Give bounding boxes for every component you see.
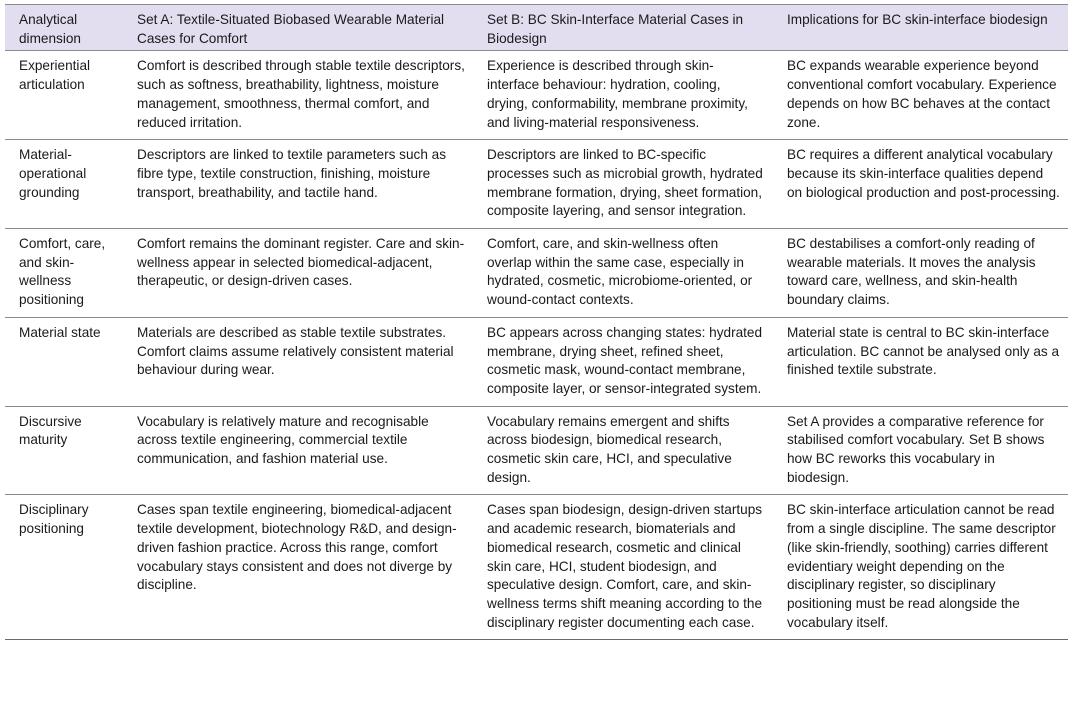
table-row [5,317,1068,406]
header-analytical-dimension: Analytical dimension [5,5,123,51]
set-a-cell: Materials are described as stable textile substrates. Comfort claims assume relatively consistent material behaviour during wear. [123,317,473,406]
header-row [5,5,1068,51]
set-a-cell: Comfort is described through stable textile descriptors, such as softness, breathability, lightness, moisture management, smoothness, thermal comfort, and reduced irritation. [123,51,473,140]
table-row [5,229,1068,318]
comparison-table-container [5,4,1068,640]
set-a-cell: Vocabulary is relatively mature and recognisable across textile engineering, commercial textile communication, and fashion material use. [123,406,473,495]
header-set-a: Set A: Textile-Situated Biobased Wearable Material Cases for Comfort [123,5,473,51]
set-a-cell: Cases span textile engineering, biomedical-adjacent textile development, biotechnology R&D, and design-driven fashion practice. Across this range, comfort vocabulary stays consistent and does not diverge by discipline. [123,495,473,640]
set-a-cell: Descriptors are linked to textile parameters such as fibre type, textile construction, finishing, moisture transport, breathability, and tactile hand. [123,140,473,229]
row-dimension-cell: Experiential articulation [5,51,123,140]
row-dimension-cell: Material state [5,317,123,406]
table-header [5,5,1068,51]
set-b-cell: BC appears across changing states: hydrated membrane, drying sheet, refined sheet, cosmetic mask, wound-contact membrane, composite layer, or sensor-integrated system. [473,317,773,406]
set-a-cell: Comfort remains the dominant register. Care and skin-wellness appear in selected biomedical-adjacent, therapeutic, or design-driven cases. [123,229,473,318]
header-set-b: Set B: BC Skin-Interface Material Cases in Biodesign [473,5,773,51]
table-row [5,495,1068,640]
row-dimension-cell: Discursive maturity [5,406,123,495]
comparison-table [5,4,1068,640]
table-body [5,51,1068,640]
table-row [5,140,1068,229]
set-b-cell: Experience is described through skin-interface behaviour: hydration, cooling, drying, conformability, membrane proximity, and living-material responsiveness. [473,51,773,140]
row-dimension-cell: Comfort, care, and skin-wellness positioning [5,229,123,318]
row-dimension-cell: Material-operational grounding [5,140,123,229]
implications-cell: Set A provides a comparative reference for stabilised comfort vocabulary. Set B shows how BC reworks this vocabulary in biodesign. [773,406,1068,495]
implications-cell: BC expands wearable experience beyond conventional comfort vocabulary. Experience depends on how BC behaves at the contact zone. [773,51,1068,140]
set-b-cell: Comfort, care, and skin-wellness often overlap within the same case, especially in hydrated, cosmetic, microbiome-oriented, or wound-contact contexts. [473,229,773,318]
table-row [5,406,1068,495]
row-dimension-cell: Disciplinary positioning [5,495,123,640]
set-b-cell: Vocabulary remains emergent and shifts across biodesign, biomedical research, cosmetic skin care, HCI, and speculative design. [473,406,773,495]
set-b-cell: Cases span biodesign, design-driven startups and academic research, biomaterials and biomedical research, cosmetic and clinical skin care, HCI, student biodesign, and speculative design. Comfort, care, and skin-wellness terms shift meaning according to the disciplinary register documenting each case. [473,495,773,640]
implications-cell: Material state is central to BC skin-interface articulation. BC cannot be analysed only as a finished textile substrate. [773,317,1068,406]
set-b-cell: Descriptors are linked to BC-specific processes such as microbial growth, hydrated membrane formation, drying, sheet formation, composite layering, and sensor integration. [473,140,773,229]
table-row [5,51,1068,140]
implications-cell: BC skin-interface articulation cannot be read from a single discipline. The same descriptor (like skin-friendly, soothing) carries different evidentiary weight depending on the disciplinary register, so disciplinary positioning must be read alongside the vocabulary itself. [773,495,1068,640]
implications-cell: BC requires a different analytical vocabulary because its skin-interface qualities depend on biological production and post-processing. [773,140,1068,229]
implications-cell: BC destabilises a comfort-only reading of wearable materials. It moves the analysis toward care, wellness, and skin-health boundary claims. [773,229,1068,318]
header-implications: Implications for BC skin-interface biodesign [773,5,1068,51]
